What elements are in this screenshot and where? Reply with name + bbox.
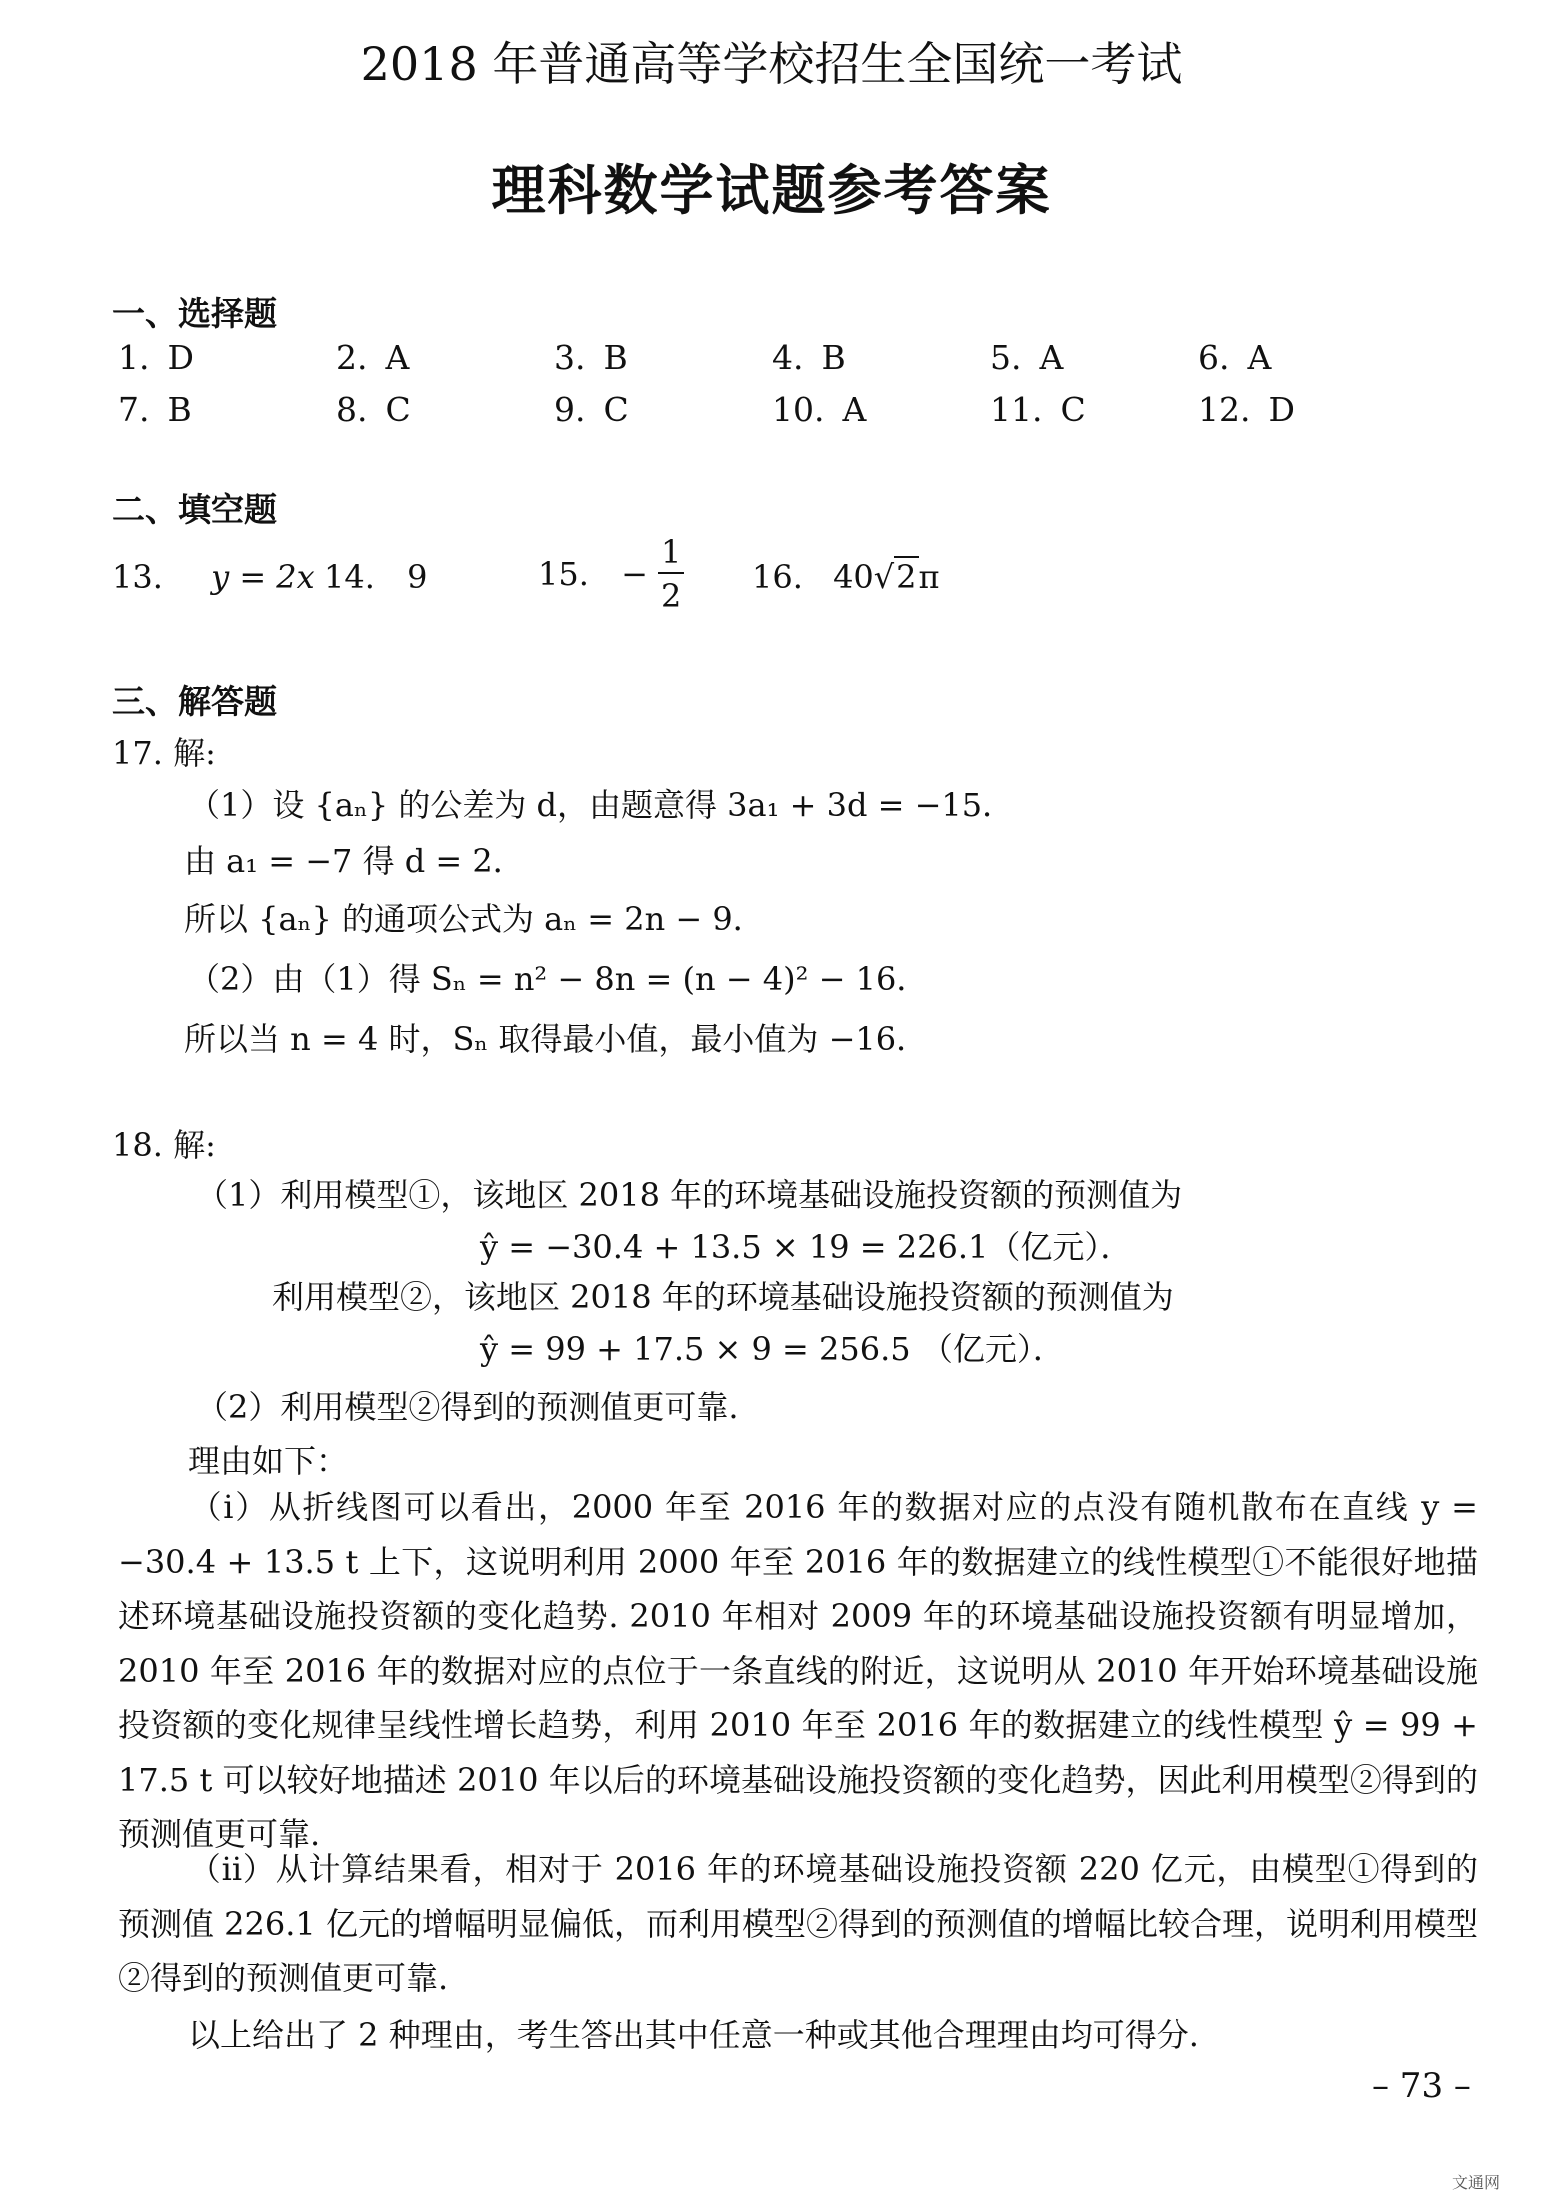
q14-answer: 9 bbox=[407, 558, 428, 596]
q16-coef: 40 bbox=[833, 558, 874, 596]
q17-line-2: 由 a₁ = −7 得 d = 2． bbox=[184, 842, 525, 880]
q15-number: 15. bbox=[538, 555, 589, 593]
page-title: 理科数学试题参考答案 bbox=[491, 158, 1052, 222]
choice-answer-11 bbox=[990, 390, 1086, 429]
choice-letter: B bbox=[603, 338, 628, 377]
q18-line-5: （2）利用模型②得到的预测值更可靠. bbox=[196, 1388, 739, 1426]
choice-answer-2 bbox=[336, 338, 409, 377]
q13-answer: y = 2x bbox=[211, 558, 315, 596]
choice-answer-12 bbox=[1198, 390, 1295, 429]
fill-answer-16 bbox=[752, 558, 940, 596]
choice-number: 1. bbox=[118, 338, 150, 377]
choice-number: 5. bbox=[990, 338, 1022, 377]
q18-line-3: 利用模型②，该地区 2018 年的环境基础设施投资额的预测值为 bbox=[272, 1278, 1174, 1316]
choice-letter: A bbox=[385, 338, 410, 377]
q16-number: 16. bbox=[752, 558, 803, 596]
choice-number: 9. bbox=[554, 390, 586, 429]
choice-letter: A bbox=[842, 390, 867, 429]
q18-reason-1 bbox=[118, 1480, 1478, 1862]
q17-heading: 17. 解: bbox=[112, 734, 216, 772]
choice-letter: A bbox=[1039, 338, 1064, 377]
q15-sign: − bbox=[621, 555, 648, 593]
section-solve-heading: 三、解答题 bbox=[112, 682, 277, 721]
choice-letter: D bbox=[167, 338, 194, 377]
q17-line-1: （1）设 {aₙ} 的公差为 d，由题意得 3a₁ + 3d = −15． bbox=[188, 786, 1015, 824]
choice-answer-10 bbox=[772, 390, 866, 429]
fill-answer-15 bbox=[538, 533, 684, 615]
q14-number: 14. bbox=[324, 558, 375, 596]
section-fill-heading: 二、填空题 bbox=[112, 490, 277, 529]
q17-line-4: （2）由（1）得 Sₙ = n² − 8n = (n − 4)² − 16． bbox=[188, 960, 929, 998]
q18-heading: 18. 解: bbox=[112, 1126, 216, 1164]
choice-number: 11. bbox=[990, 390, 1043, 429]
choice-answer-9 bbox=[554, 390, 629, 429]
choice-number: 3. bbox=[554, 338, 586, 377]
section-choice-heading: 一、选择题 bbox=[112, 294, 277, 333]
watermark-logo: 文通网 bbox=[1452, 2173, 1501, 2192]
q18-note: 以上给出了 2 种理由，考生答出其中任意一种或其他合理理由均可得分. bbox=[188, 2016, 1199, 2054]
choice-letter: B bbox=[167, 390, 192, 429]
choice-answer-8 bbox=[336, 390, 411, 429]
fill-answer-13 bbox=[112, 558, 315, 596]
choice-answer-6 bbox=[1198, 338, 1271, 377]
choice-letter: D bbox=[1268, 390, 1295, 429]
choice-letter: C bbox=[603, 390, 629, 429]
q18-line-1: （1）利用模型①，该地区 2018 年的环境基础设施投资额的预测值为 bbox=[196, 1176, 1183, 1214]
q17-line-5: 所以当 n = 4 时，Sₙ 取得最小值，最小值为 −16． bbox=[184, 1020, 929, 1058]
choice-answer-3 bbox=[554, 338, 628, 377]
q17-line-3: 所以 {aₙ} 的通项公式为 aₙ = 2n − 9． bbox=[184, 900, 765, 938]
choice-number: 8. bbox=[336, 390, 368, 429]
choice-letter: C bbox=[1060, 390, 1086, 429]
choice-number: 12. bbox=[1198, 390, 1251, 429]
choice-letter: B bbox=[821, 338, 846, 377]
choice-number: 4. bbox=[772, 338, 804, 377]
q18-line-4: ŷ = 99 + 17.5 × 9 = 256.5 （亿元）． bbox=[480, 1330, 1065, 1368]
choice-letter: A bbox=[1247, 338, 1272, 377]
fill-answer-14 bbox=[324, 558, 427, 596]
choice-number: 6. bbox=[1198, 338, 1230, 377]
page-number: – 73 – bbox=[1372, 2066, 1471, 2106]
sqrt-sign: √ bbox=[873, 558, 895, 596]
q15-denominator: 2 bbox=[661, 577, 682, 615]
q13-number: 13. bbox=[112, 558, 163, 596]
choice-letter: C bbox=[385, 390, 411, 429]
q16-radicand: 2 bbox=[896, 558, 917, 596]
q18-line-6: 理由如下： bbox=[188, 1442, 349, 1480]
choice-number: 2. bbox=[336, 338, 368, 377]
choice-answer-1 bbox=[118, 338, 194, 377]
choice-answer-7 bbox=[118, 390, 192, 429]
q15-fraction bbox=[658, 533, 684, 615]
q15-numerator: 1 bbox=[658, 536, 684, 574]
exam-title: 2018 年普通高等学校招生全国统一考试 bbox=[360, 37, 1183, 91]
choice-answer-5 bbox=[990, 338, 1063, 377]
choice-number: 7. bbox=[118, 390, 150, 429]
q18-reason-2-text: （ⅱ）从计算结果看，相对于 2016 年的环境基础设施投资额 220 亿元，由模型①得到的预测值 226.1 亿元的增幅明显偏低，而利用模型②得到的预测值的增幅比较合理，说明利用模型②得到的预测值更可靠. bbox=[118, 1850, 1478, 1997]
q18-reason-2 bbox=[118, 1842, 1478, 2006]
q18-reason-1-text: （ⅰ）从折线图可以看出，2000 年至 2016 年的数据对应的点没有随机散布在直线 y = −30.4 + 13.5 t 上下，这说明利用 2000 年至 2016 年的数据建立的线性模型①不能很好地描述环境基础设施投资额的变化趋势. 2010 年相对 2009 年的环境基础设施投资额有明显增加，2010 年至 2016 年的数据对应的点位于一条直线的附近，这说明从 2010 年开始环境基础设施投资额的变化规律呈线性增长趋势，利用 2010 年至 2016 年的数据建立的线性模型 ŷ = 99 + 17.5 t 可以较好地描述 2010 年以后的环境基础设施投资额的变化趋势，因此利用模型②得到的预测值更可靠. bbox=[118, 1488, 1478, 1853]
choice-answer-4 bbox=[772, 338, 846, 377]
choice-number: 10. bbox=[772, 390, 825, 429]
q16-pi: π bbox=[918, 558, 940, 596]
q18-line-2: ŷ = −30.4 + 13.5 × 19 = 226.1（亿元）． bbox=[480, 1228, 1133, 1266]
